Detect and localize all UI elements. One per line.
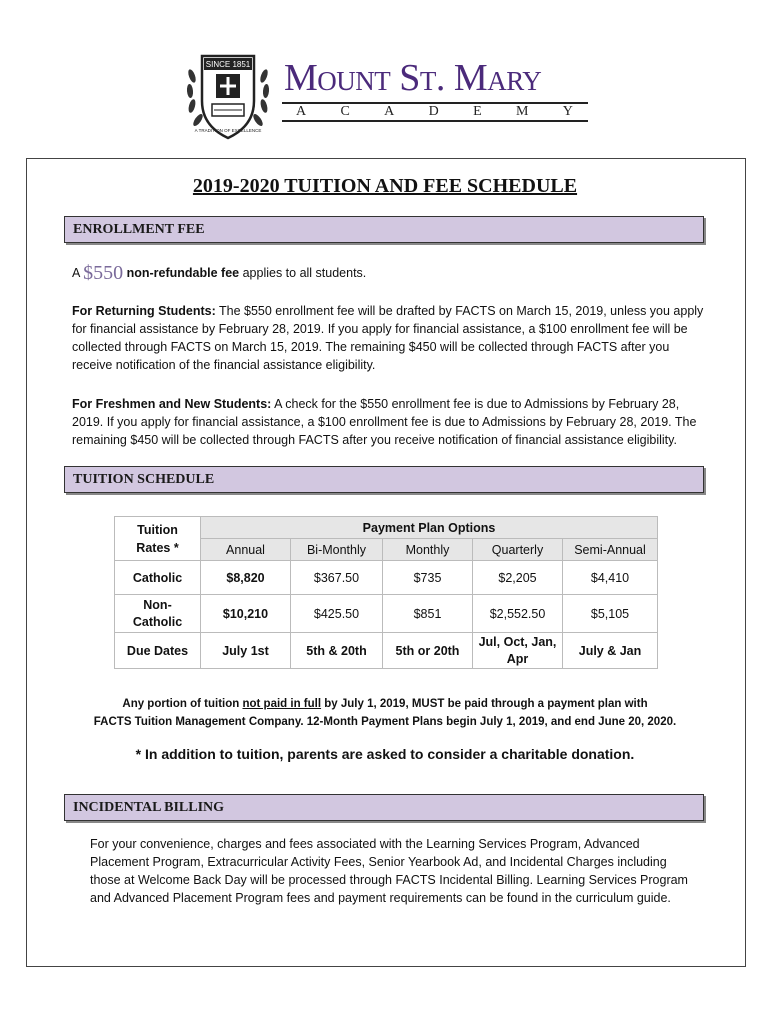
academy-letter: Y (562, 104, 574, 119)
tuition-rates-header: Tuition Rates * (115, 517, 201, 561)
note-suffix: by July 1, 2019, MUST be paid through a payment plan with (321, 698, 648, 710)
returning-label: For Returning Students: (72, 304, 216, 318)
table-cell: July 1st (201, 633, 291, 669)
tuition-note-line2: FACTS Tuition Management Company. 12-Month Payment Plans begin July 1, 2019, and end June 20, 2020. (93, 716, 677, 728)
enrollment-intro (72, 264, 712, 282)
row-label: Catholic (115, 561, 201, 595)
page-title: 2019-2020 TUITION AND FEE SCHEDULE (192, 175, 578, 197)
row-label: Non-Catholic (115, 595, 201, 633)
intro-bold: non-refundable fee (123, 266, 240, 280)
table-cell: $8,820 (201, 561, 291, 595)
note-prefix: Any portion of tuition (122, 698, 243, 710)
intro-prefix: A (72, 266, 84, 280)
table-cell: 5th or 20th (383, 633, 473, 669)
freshmen-label: For Freshmen and New Students: (72, 397, 272, 411)
academy-letter: A (384, 104, 396, 119)
table-cell: $735 (383, 561, 473, 595)
table-cell: $10,210 (201, 595, 291, 633)
school-seal-icon (182, 46, 274, 146)
table-cell: $2,205 (473, 561, 563, 595)
section-heading-tuition: TUITION SCHEDULE (64, 466, 704, 493)
academy-letter: D (428, 104, 440, 119)
academy-bar (282, 102, 588, 122)
tuition-table (114, 516, 658, 669)
note-underlined: not paid in full (242, 698, 322, 710)
table-cell: July & Jan (563, 633, 658, 669)
table-cell: $4,410 (563, 561, 658, 595)
row-label: Due Dates (115, 633, 201, 669)
seal-since-text: SINCE 1851 (205, 60, 251, 69)
donation-note: * In addition to tuition, parents are asked to consider a charitable donation. (135, 746, 635, 762)
freshmen-paragraph (72, 395, 712, 449)
incidental-paragraph: For your convenience, charges and fees associated with the Learning Services Program, Advanced Placement Program, Extracurricular Activity Fees, Senior Yearbook Ad, and Incidental Charges including those at Welcome Back Day will be processed through FACTS Incidental Billing. Learning Services Program and Advanced Placement Program fees and payment requirements can be found in the curriculum guide. (90, 837, 688, 905)
wordmark (282, 52, 592, 146)
enrollment-amount: $550 (83, 262, 124, 284)
academy-letter: A (296, 104, 308, 119)
table-cell: $425.50 (291, 595, 383, 633)
column-header: Semi-Annual (563, 539, 658, 561)
column-header: Annual (201, 539, 291, 561)
returning-students-paragraph (72, 302, 712, 374)
section-heading-incidental: INCIDENTAL BILLING (64, 794, 704, 821)
column-header: Bi-Monthly (291, 539, 383, 561)
table-row (115, 633, 658, 669)
returning-text: The $550 enrollment fee will be drafted by FACTS on March 15, 2019, unless you apply for financial assistance by February 28, 2019. If you apply for financial assistance, a $100 enrollment fee will be collected through FACTS on March 15, 2019. The remaining $450 will be collected through FACTS after you receive notification of the financial assistance eligibility. (72, 304, 704, 372)
school-logo (182, 46, 602, 146)
table-cell: $2,552.50 (473, 595, 563, 633)
intro-suffix: applies to all students. (239, 266, 367, 280)
payment-plan-header: Payment Plan Options (201, 517, 658, 539)
academy-letter: E (473, 104, 483, 119)
tuition-note (0, 695, 770, 731)
table-row (115, 595, 658, 633)
column-header: Quarterly (473, 539, 563, 561)
table-cell: 5th & 20th (291, 633, 383, 669)
column-header: Monthly (383, 539, 473, 561)
academy-letter: C (340, 104, 351, 119)
tuition-note-line1 (0, 695, 770, 713)
table-cell: Jul, Oct, Jan, Apr (473, 633, 563, 669)
table-cell: $5,105 (563, 595, 658, 633)
section-heading-enrollment: ENROLLMENT FEE (64, 216, 704, 243)
table-cell: $851 (383, 595, 473, 633)
table-cell: $367.50 (291, 561, 383, 595)
seal-motto-text: A TRADITION OF EXCELLENCE (194, 128, 262, 133)
school-name: Mount St. Mary (284, 57, 542, 99)
freshmen-text: A check for the $550 enrollment fee is due to Admissions by February 28, 2019. If you apply for financial assistance, a $100 enrollment fee is due to Admissions by February 28, 2019. The remaining $450 will be collected through FACTS after you receive notification of financial assistance eligibility. (72, 397, 697, 447)
table-row (115, 561, 658, 595)
academy-letter: M (516, 104, 530, 119)
